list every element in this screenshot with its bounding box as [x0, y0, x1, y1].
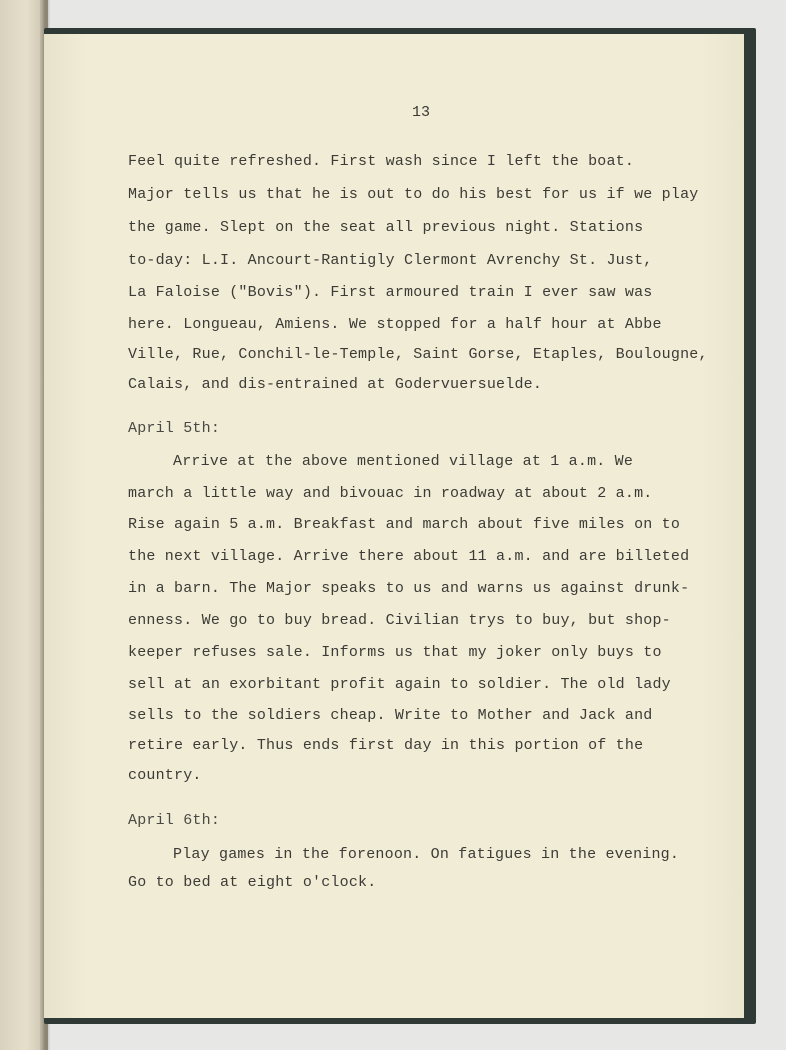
text-line: Ville, Rue, Conchil-le-Temple, Saint Gorse, Etaples, Boulougne, [128, 346, 708, 363]
text-line: to-day: L.I. Ancourt-Rantigly Clermont Avrenchy St. Just, [128, 252, 653, 269]
text-line: Go to bed at eight o'clock. [128, 874, 377, 891]
text-line: Play games in the forenoon. On fatigues in the evening. [173, 846, 680, 863]
text-line: enness. We go to buy bread. Civilian trys to buy, but shop- [128, 612, 671, 629]
text-line: in a barn. The Major speaks to us and warns us against drunk- [128, 580, 690, 597]
text-line: the next village. Arrive there about 11 a.m. and are billeted [128, 548, 690, 565]
text-line: Feel quite refreshed. First wash since I left the boat. [128, 153, 635, 170]
date-heading: April 5th: [128, 420, 221, 437]
text-line: Calais, and dis-entrained at Godervuersuelde. [128, 376, 543, 393]
text-line: Arrive at the above mentioned village at 1 a.m. We [173, 453, 634, 470]
text-line: sells to the soldiers cheap. Write to Mother and Jack and [128, 707, 653, 724]
text-line: retire early. Thus ends first day in this portion of the [128, 737, 644, 754]
text-line: keeper refuses sale. Informs us that my joker only buys to [128, 644, 662, 661]
text-line: sell at an exorbitant profit again to soldier. The old lady [128, 676, 671, 693]
text-line: Major tells us that he is out to do his best for us if we play [128, 186, 699, 203]
text-line: march a little way and bivouac in roadway at about 2 a.m. [128, 485, 653, 502]
text-line: Rise again 5 a.m. Breakfast and march about five miles on to [128, 516, 681, 533]
text-line: the game. Slept on the seat all previous night. Stations [128, 219, 644, 236]
text-line: La Faloise ("Bovis"). First armoured train I ever saw was [128, 284, 653, 301]
page-number: 13 [412, 104, 431, 121]
text-line: here. Longueau, Amiens. We stopped for a half hour at Abbe [128, 316, 662, 333]
date-heading: April 6th: [128, 812, 221, 829]
text-line: country. [128, 767, 202, 784]
